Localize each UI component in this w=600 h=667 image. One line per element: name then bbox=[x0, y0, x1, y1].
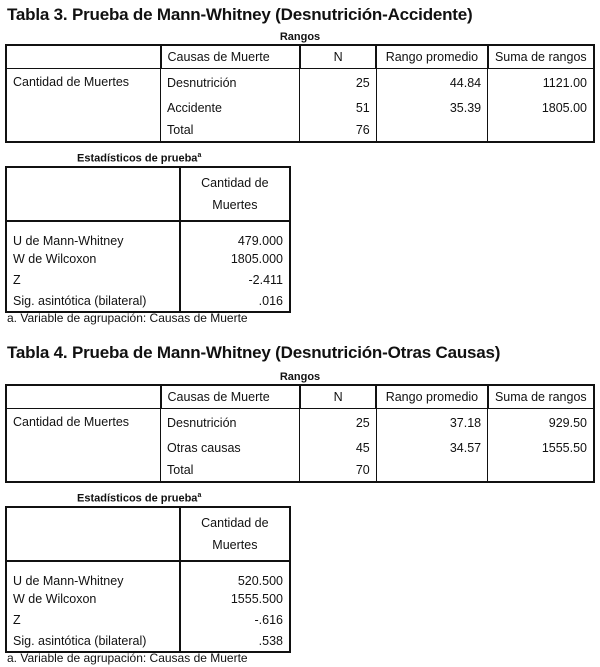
stats-table bbox=[5, 166, 291, 313]
footnote: a. Variable de agrupación: Causas de Muerte bbox=[7, 651, 248, 665]
stat-value: 1555.500 bbox=[230, 591, 283, 606]
table-header-row bbox=[6, 507, 290, 561]
table-row bbox=[6, 409, 594, 438]
stat-label: W de Wilcoxon bbox=[6, 588, 180, 609]
table-row bbox=[6, 609, 290, 630]
table-row bbox=[6, 290, 290, 312]
n-cell: 70 bbox=[300, 459, 376, 482]
table-row bbox=[6, 221, 290, 248]
sum-rank-cell: 929.50 bbox=[548, 416, 587, 430]
mean-rank-cell: 35.39 bbox=[376, 97, 487, 119]
header-cell: N bbox=[300, 385, 376, 409]
header-cell: N bbox=[300, 45, 376, 69]
n-cell: 25 bbox=[300, 409, 376, 438]
sum-rank-cell bbox=[488, 459, 594, 482]
table-row bbox=[6, 561, 290, 588]
header-cell: Cantidad de Muertes bbox=[180, 507, 290, 561]
stat-label: U de Mann-Whitney bbox=[6, 221, 180, 248]
header-cell bbox=[6, 507, 180, 561]
table-header-row bbox=[6, 385, 594, 409]
rangos-table bbox=[5, 384, 595, 483]
footnote: a. Variable de agrupación: Causas de Muerte bbox=[7, 311, 248, 325]
mean-rank-cell bbox=[376, 119, 487, 142]
mean-rank-cell: 37.18 bbox=[376, 409, 487, 438]
header-cell: Causas de Muerte bbox=[161, 45, 300, 69]
rangos-table bbox=[5, 44, 595, 143]
stats-caption: Estadísticos de prueba$^a$ bbox=[77, 492, 202, 505]
table-row bbox=[6, 630, 290, 652]
stat-label: W de Wilcoxon bbox=[6, 248, 180, 269]
table-header-row bbox=[6, 45, 594, 69]
header-cell bbox=[6, 167, 180, 221]
cause-cell: Desnutrición bbox=[161, 409, 300, 438]
stat-value: -.616 bbox=[254, 612, 283, 627]
cause-cell: Accidente bbox=[161, 97, 300, 119]
header-cell: Suma de rangos bbox=[488, 385, 594, 409]
header-cell: Cantidad de Muertes bbox=[180, 167, 290, 221]
header-cell bbox=[6, 45, 161, 69]
header-cell bbox=[6, 385, 161, 409]
stat-label: Sig. asintótica (bilateral) bbox=[6, 630, 180, 652]
rangos-caption: Rangos bbox=[279, 371, 321, 383]
table-4-title: Tabla 4. Prueba de Mann-Whitney (Desnutrición-Otras Causas) bbox=[7, 343, 501, 362]
cause-cell: Desnutrición bbox=[161, 69, 300, 98]
n-cell: 25 bbox=[300, 69, 376, 98]
sum-rank-cell: 1121.00 bbox=[542, 76, 587, 90]
cause-cell: Otras causas bbox=[161, 437, 300, 459]
header-cell: Rango promedio bbox=[376, 385, 487, 409]
sum-rank-cell: 1555.50 bbox=[541, 441, 587, 455]
stat-value: -2.411 bbox=[248, 272, 283, 287]
row-label: Cantidad de Muertes bbox=[6, 69, 161, 143]
table-row bbox=[6, 69, 594, 98]
header-cell: Rango promedio bbox=[376, 45, 487, 69]
cause-cell: Total bbox=[161, 459, 300, 482]
stat-value: .538 bbox=[258, 633, 283, 648]
header-cell: Causas de Muerte bbox=[161, 385, 300, 409]
row-label: Cantidad de Muertes bbox=[6, 409, 161, 483]
mean-rank-cell: 44.84 bbox=[376, 69, 487, 98]
stat-label: Sig. asintótica (bilateral) bbox=[6, 290, 180, 312]
n-cell: 45 bbox=[300, 437, 376, 459]
stats-table bbox=[5, 506, 291, 653]
mean-rank-cell bbox=[376, 459, 487, 482]
n-cell: 76 bbox=[300, 119, 376, 142]
stat-label: U de Mann-Whitney bbox=[6, 561, 180, 588]
stat-label: Z bbox=[6, 269, 180, 290]
header-cell: Suma de rangos bbox=[488, 45, 594, 69]
stat-value: 479.000 bbox=[237, 234, 283, 248]
stats-caption: Estadísticos de prueba$^a$ bbox=[77, 152, 202, 165]
stat-label: Z bbox=[6, 609, 180, 630]
cause-cell: Total bbox=[161, 119, 300, 142]
table-row bbox=[6, 269, 290, 290]
table-header-row bbox=[6, 167, 290, 221]
rangos-caption: Rangos bbox=[279, 31, 321, 43]
sum-rank-cell bbox=[488, 119, 594, 142]
stat-value: .016 bbox=[258, 293, 283, 308]
stat-value: 520.500 bbox=[237, 574, 283, 588]
table-row bbox=[6, 248, 290, 269]
stat-value: 1805.000 bbox=[230, 251, 283, 266]
table-row bbox=[6, 588, 290, 609]
n-cell: 51 bbox=[300, 97, 376, 119]
mean-rank-cell: 34.57 bbox=[376, 437, 487, 459]
table-3-title: Tabla 3. Prueba de Mann-Whitney (Desnutrición-Accidente) bbox=[7, 5, 473, 24]
sum-rank-cell: 1805.00 bbox=[541, 101, 587, 115]
